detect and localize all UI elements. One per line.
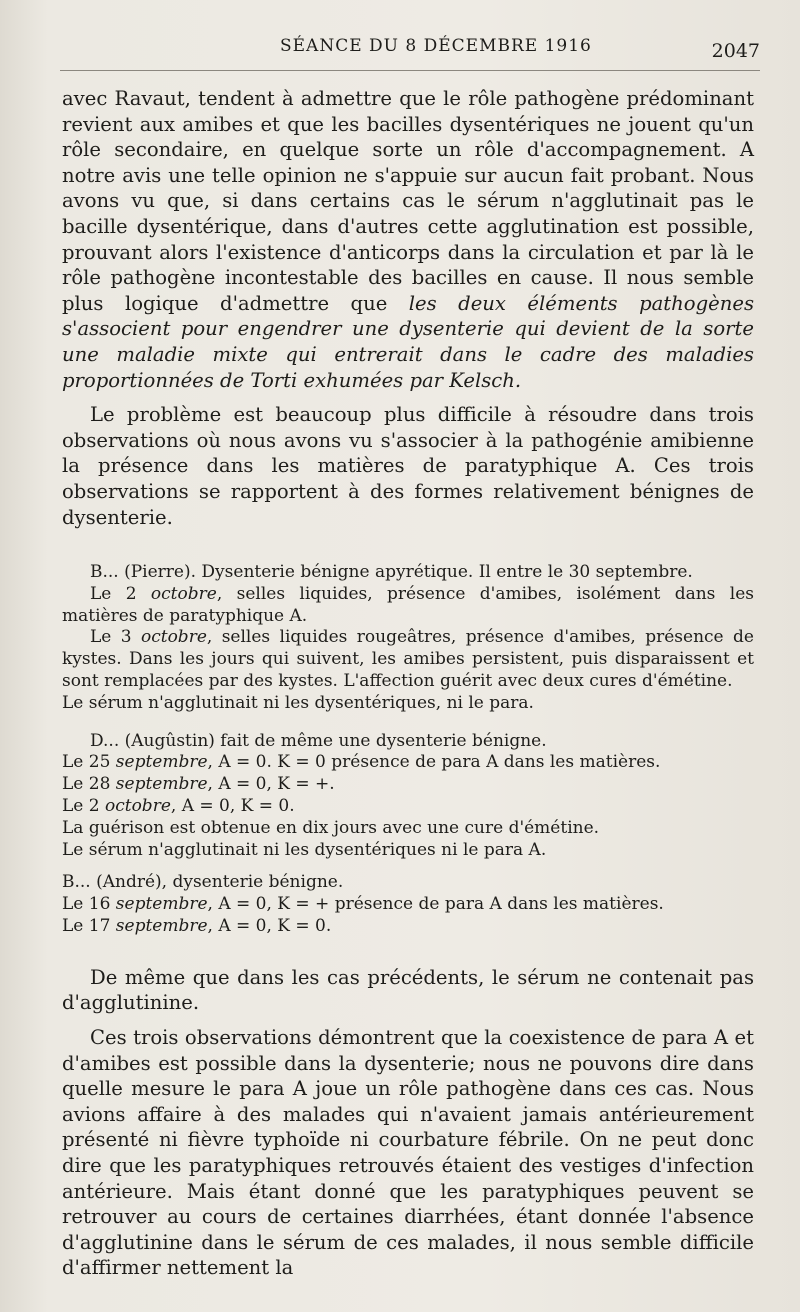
observation-2-intro: D... (Augûstin) fait de même une dysenterie bénigne. <box>90 730 547 751</box>
observation-1-line-3: Le sérum n'agglutinait ni les dysentériques, ni le para. <box>62 692 534 713</box>
obs3-l1-date: septembre <box>115 894 208 915</box>
obs3-l2-rest: , A = 0, K = 0. <box>207 916 332 937</box>
obs2-l2-date: septembre <box>115 774 208 795</box>
paragraph-1-italic: les deux éléments pathogènes s'associent pour engendrer une dysenterie qui devient de la sorte une maladie mixte qui entrerait dans le cadre des maladies proportionnées de Torti exhumées par Kelsch. <box>62 291 755 392</box>
observation-1-line-2 <box>62 627 754 692</box>
observation-2-line-5: Le sérum n'agglutinait ni les dysentériques ni le para A. <box>62 839 547 860</box>
paragraph-4: Ces trois observations démontrent que la coexistence de para A et d'amibes est possible dans la dysenterie; nous ne pouvons dire dans quelle mesure le para A joue un rôle pathogène dans ces cas. Nous avions affaire à des malades qui n'avaient jamais antérieurement présenté ni fièvre typhoïde ni courbature fébrile. On ne peut donc dire que les paratyphiques retrouvés étaient des vestiges d'infection antérieure. Mais étant donné que les paratyphiques peuvent se retrouver au cours de certaines diarrhées, étant donnée l'absence d'agglutinine dans le sérum de ces malades, il nous semble difficile d'affirmer nettement la <box>62 1026 754 1280</box>
obs2-l1-prefix: Le 25 <box>62 752 116 773</box>
observation-2-line-3 <box>62 796 754 818</box>
obs1-l1-prefix: Le 2 <box>90 583 151 604</box>
obs1-l2-rest: , selles liquides rougeâtres, présence d'amibes, présence de kystes. Dans les jours qui suivent, les amibes persistent, puis disparaissent et sont remplacées par des kystes. L'affection guérit avec deux cures d'émétine. <box>62 627 754 692</box>
obs2-l3-prefix: Le 2 <box>62 796 105 817</box>
obs3-l2-prefix: Le 17 <box>62 916 116 937</box>
observation-2-line-1 <box>62 752 754 774</box>
observation-3-line-1 <box>62 894 754 916</box>
observation-1-line-1 <box>62 584 754 628</box>
paragraph-1-text: avec Ravaut, tendent à admettre que le rôle pathogène prédominant revient aux amibes et que les bacilles dysentériques ne jouent qu'un rôle secondaire, en quelque sorte un rôle d'accompagnement. A notre avis une telle opinion ne s'appuie sur aucun fait probant. Nous avons vu que, si dans certains cas le sérum n'agglutinait pas le bacille dysentérique, dans d'autres cette agglutination est possible, prouvant alors l'existence d'anticorps dans la circulation et par là le rôle pathogène incontestable des bacilles en cause. Il nous semble plus logique d'admettre que <box>62 87 754 315</box>
obs1-l1-rest: , selles liquides, présence d'amibes, isolément dans les matières de paratyphique A. <box>62 583 754 626</box>
page-header <box>60 30 760 71</box>
paragraph-2: Le problème est beaucoup plus difficile à résoudre dans trois observations où nous avons vu s'associer à la pathogénie amibienne la présence dans les matières de paratyphique A. Ces trois observations se rapportent à des formes relativement bénignes de dysenterie. <box>62 403 754 529</box>
obs3-l1-rest: , A = 0, K = + présence de para A dans les matières. <box>207 894 664 915</box>
page-body <box>62 86 754 1281</box>
observation-3-intro: B... (André), dysenterie bénigne. <box>62 872 344 893</box>
page-number: 2047 <box>711 40 760 62</box>
observations <box>62 562 754 938</box>
observation-2-line-4: La guérison est obtenue en dix jours avec une cure d'émétine. <box>62 817 600 838</box>
obs2-l2-prefix: Le 28 <box>62 774 116 795</box>
paragraph-3: De même que dans les cas précédents, le sérum ne contenait pas d'agglutinine. <box>62 965 754 1015</box>
obs2-l2-rest: , A = 0, K = +. <box>207 774 335 795</box>
obs2-l3-rest: , A = 0, K = 0. <box>170 796 295 817</box>
obs3-l1-prefix: Le 16 <box>62 894 116 915</box>
observation-2-line-2 <box>62 774 754 796</box>
observation-1-intro: B... (Pierre). Dysenterie bénigne apyrétique. Il entre le 30 septembre. <box>90 562 693 583</box>
obs1-l2-prefix: Le 3 <box>90 627 141 648</box>
running-head: SÉANCE DU 8 DÉCEMBRE 1916 <box>280 36 592 56</box>
obs1-l2-date: octobre <box>140 627 207 648</box>
obs2-l3-date: octobre <box>104 796 171 817</box>
obs3-l2-date: septembre <box>115 916 208 937</box>
obs1-l1-date: octobre <box>150 583 217 604</box>
paragraph-1 <box>62 86 754 393</box>
obs2-l1-rest: , A = 0. K = 0 présence de para A dans les matières. <box>207 752 661 773</box>
obs2-l1-date: septembre <box>115 752 208 773</box>
observation-3-line-2 <box>62 916 754 938</box>
